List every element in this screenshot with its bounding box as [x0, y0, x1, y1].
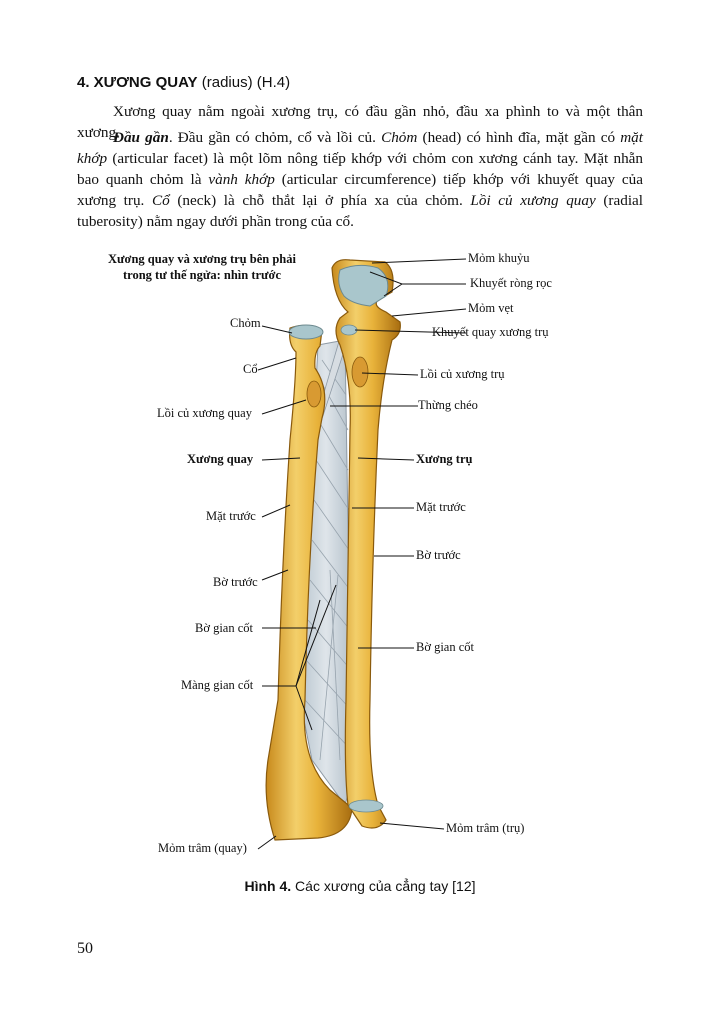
paragraph-intro: Xương quay nằm ngoài xương trụ, có đầu gần nhỏ, đầu xa phình to và một thân xương. [77, 103, 643, 141]
term-mat-khop: mặt khớp [77, 129, 643, 167]
term-vanh-khop: vành khớp [208, 171, 275, 188]
label-bo-truoc-radius: Bờ trước [213, 575, 258, 589]
term-loi-cu: Lồi củ xương quay [470, 192, 596, 209]
term-co: Cổ [151, 192, 170, 209]
label-thung-cheo: Thừng chéo [418, 398, 478, 412]
ulnar-head [349, 800, 383, 812]
text-segment: (articular circumference) tiếp khớp với khuyết quay của xương trụ. [77, 171, 643, 209]
label-bo-gian-cot-ulna: Bờ gian cốt [416, 640, 474, 654]
label-mat-truoc-radius: Mặt trước [206, 509, 256, 523]
label-mat-truoc-ulna: Mặt trước [416, 500, 466, 514]
section-title: 4. XƯƠNG QUAY [77, 74, 198, 91]
radial-notch-of-ulna [341, 325, 357, 335]
radial-tuberosity [307, 381, 321, 407]
label-chom: Chỏm [230, 316, 261, 330]
label-loi-cu-xuong-quay: Lồi củ xương quay [157, 406, 252, 420]
label-mom-tram-tru: Mỏm trâm (trụ) [446, 821, 525, 835]
figure-caption [0, 878, 720, 894]
figure-title-line: Xương quay và xương trụ bên phải [108, 252, 296, 266]
label-khuyet-quay-xuong-tru: Khuyết quay xương trụ [432, 325, 549, 339]
section-subtitle: (radius) (H.4) [197, 74, 291, 91]
label-xuong-quay: Xương quay [187, 452, 254, 466]
label-mom-vet: Mỏm vẹt [468, 301, 514, 315]
page-number: 50 [77, 940, 93, 957]
caption-text: Các xương của cẳng tay [12] [291, 878, 476, 894]
label-mom-khuyu: Mỏm khuỷu [468, 251, 530, 265]
label-xuong-tru: Xương trụ [416, 452, 473, 466]
figure-title-line: trong tư thế ngửa: nhìn trước [122, 268, 281, 282]
caption-label: Hình 4. [244, 878, 292, 894]
term-chom: Chỏm [381, 129, 418, 146]
label-bo-truoc-ulna: Bờ trước [416, 548, 461, 562]
label-co: Cổ [243, 362, 258, 376]
text-segment: (head) có hình đĩa, mặt gần có [417, 129, 621, 146]
radial-head [289, 325, 323, 339]
label-loi-cu-xuong-tru: Lồi củ xương trụ [420, 367, 505, 381]
label-mom-tram-quay: Mỏm trâm (quay) [158, 841, 247, 855]
figure-inset-title [96, 251, 308, 283]
label-khuyet-rong-roc: Khuyết ròng rọc [470, 276, 552, 290]
text-segment: (neck) là chỗ thắt lại ở phía xa của chỏm. [169, 192, 471, 209]
label-mang-gian-cot: Màng gian cốt [181, 678, 254, 692]
text-segment: . Đầu gần có chỏm, cổ và lồi củ. [168, 129, 382, 146]
text-segment: (radial tuberosity) nằm ngay dưới phần trong của cổ. [77, 192, 643, 230]
ulnar-tuberosity [352, 357, 368, 387]
label-bo-gian-cot-radius: Bờ gian cốt [195, 621, 253, 635]
term-dau-gan: Đầu gần [113, 129, 169, 146]
text-segment: (articular facet) là một lõm nông tiếp khớp với chỏm con xương cánh tay. Mặt nhẵn bao quanh chỏm là [77, 150, 643, 188]
